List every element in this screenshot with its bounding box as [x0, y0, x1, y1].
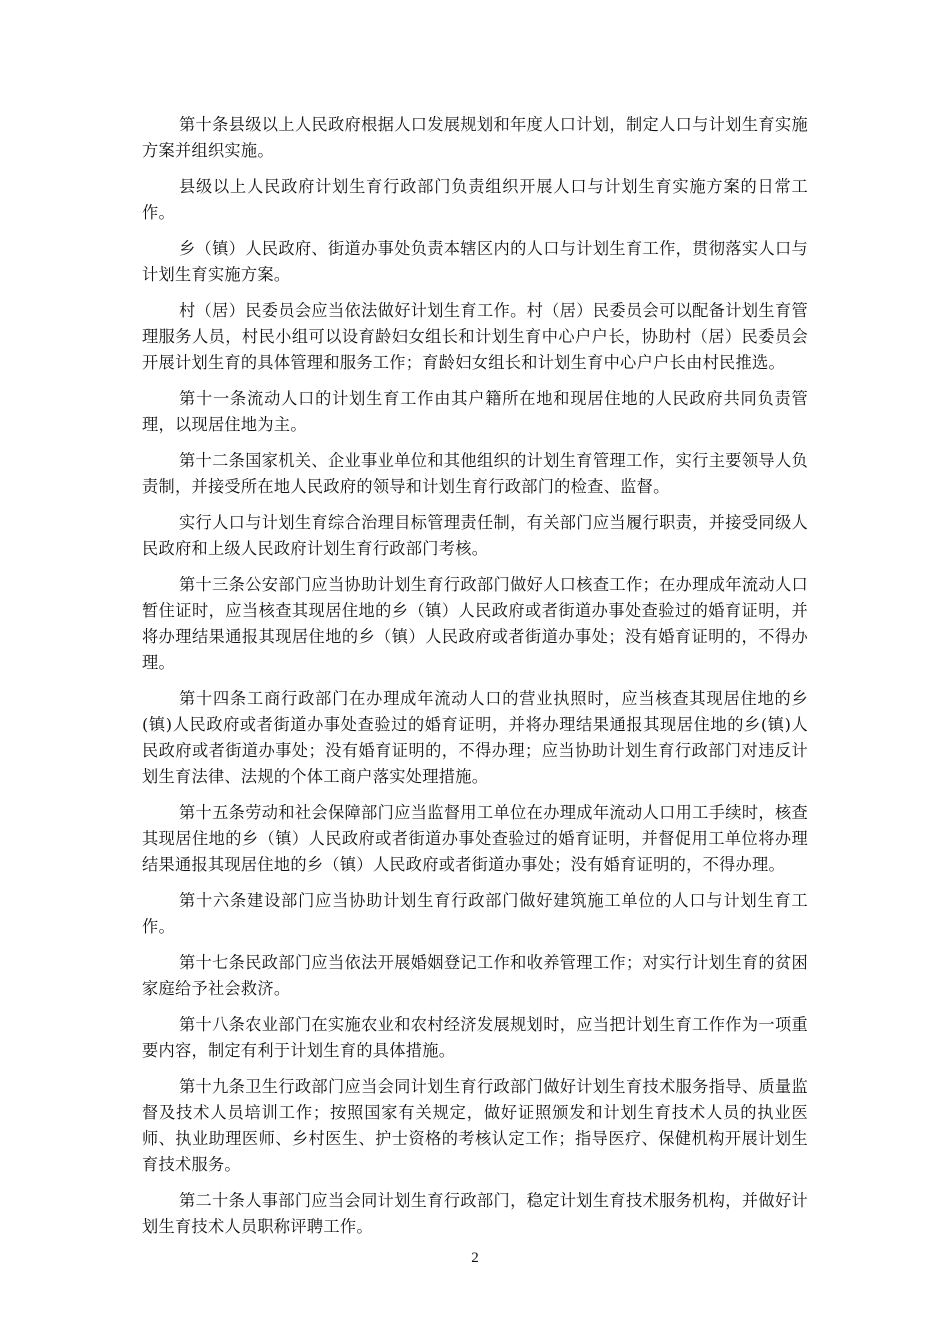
document-body	[142, 112, 808, 1250]
paragraph-article-15: 第十五条劳动和社会保障部门应当监督用工单位在办理成年流动人口用工手续时，核查其现居住地的乡（镇）人民政府或者街道办事处查验过的婚育证明，并督促用工单位将办理结果通报其现居住地的乡（镇）人民政府或者街道办事处；没有婚育证明的，不得办理。	[142, 803, 808, 874]
paragraph-article-10-village: 村（居）民委员会应当依法做好计划生育工作。村（居）民委员会可以配备计划生育管理服务人员，村民小组可以设育龄妇女组长和计划生育中心户户长，协助村（居）民委员会开展计划生育的具体管理和服务工作；育龄妇女组长和计划生育中心户户长由村民推选。	[142, 301, 808, 372]
paragraph-article-11: 第十一条流动人口的计划生育工作由其户籍所在地和现居住地的人民政府共同负责管理，以现居住地为主。	[142, 389, 808, 434]
paragraph-article-17: 第十七条民政部门应当依法开展婚姻登记工作和收养管理工作；对实行计划生育的贫困家庭给予社会救济。	[142, 953, 808, 998]
paragraph-article-20: 第二十条人事部门应当会同计划生育行政部门，稳定计划生育技术服务机构，并做好计划生育技术人员职称评聘工作。	[142, 1191, 808, 1236]
paragraph-article-16: 第十六条建设部门应当协助计划生育行政部门做好建筑施工单位的人口与计划生育工作。	[142, 891, 808, 936]
paragraph-article-18: 第十八条农业部门在实施农业和农村经济发展规划时，应当把计划生育工作作为一项重要内容，制定有利于计划生育的具体措施。	[142, 1015, 808, 1060]
page-number: 2	[471, 1250, 479, 1266]
paragraph-article-14: 第十四条工商行政部门在办理成年流动人口的营业执照时，应当核查其现居住地的乡(镇)人民政府或者街道办事处查验过的婚育证明，并将办理结果通报其现居住地的乡(镇)人民政府或者街道办事处；没有婚育证明的，不得办理；应当协助计划生育行政部门对违反计划生育法律、法规的个体工商户落实处理措施。	[142, 689, 808, 786]
paragraph-article-10-township: 乡（镇）人民政府、街道办事处负责本辖区内的人口与计划生育工作，贯彻落实人口与计划生育实施方案。	[142, 239, 808, 284]
paragraph-article-13: 第十三条公安部门应当协助计划生育行政部门做好人口核查工作；在办理成年流动人口暂住证时，应当核查其现居住地的乡（镇）人民政府或者街道办事处查验过的婚育证明，并将办理结果通报其现居住地的乡（镇）人民政府或者街道办事处；没有婚育证明的，不得办理。	[142, 575, 808, 672]
paragraph-article-10-county-dept: 县级以上人民政府计划生育行政部门负责组织开展人口与计划生育实施方案的日常工作。	[142, 177, 808, 222]
paragraph-article-19: 第十九条卫生行政部门应当会同计划生育行政部门做好计划生育技术服务指导、质量监督及技术人员培训工作；按照国家有关规定，做好证照颁发和计划生育技术人员的执业医师、执业助理医师、乡村医生、护士资格的考核认定工作；指导医疗、保健机构开展计划生育技术服务。	[142, 1077, 808, 1174]
paragraph-article-12-responsibility: 实行人口与计划生育综合治理目标管理责任制，有关部门应当履行职责，并接受同级人民政府和上级人民政府计划生育行政部门考核。	[142, 513, 808, 558]
paragraph-article-10: 第十条县级以上人民政府根据人口发展规划和年度人口计划，制定人口与计划生育实施方案并组织实施。	[142, 115, 808, 160]
paragraph-article-12: 第十二条国家机关、企业事业单位和其他组织的计划生育管理工作，实行主要领导人负责制，并接受所在地人民政府的领导和计划生育行政部门的检查、监督。	[142, 451, 808, 496]
